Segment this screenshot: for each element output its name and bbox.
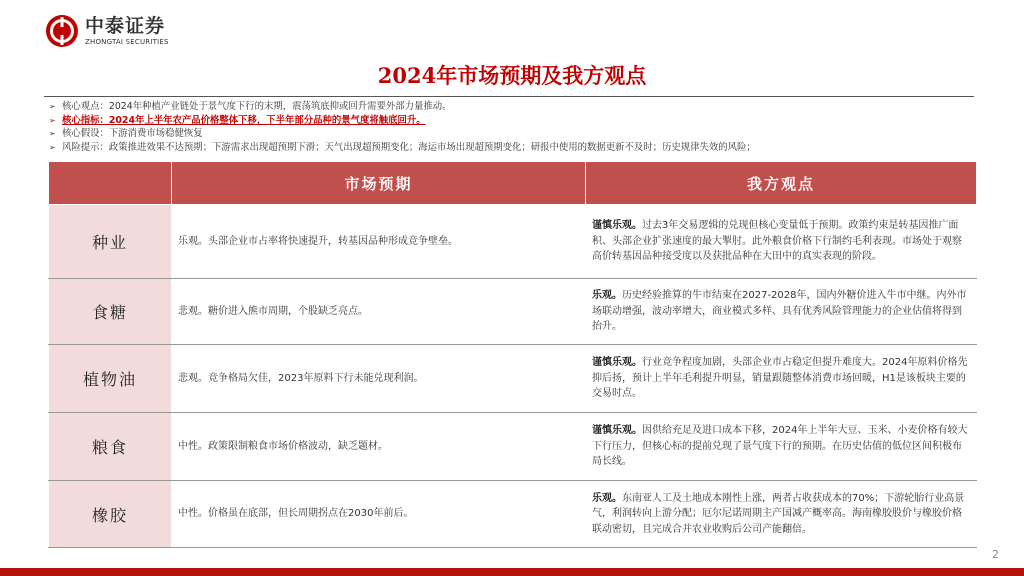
bullet-core-assumption: ➢ 核心假设：下游消费市场稳健恢复 — [49, 128, 203, 139]
company-logo — [45, 14, 169, 48]
header-market-expectation: 市场预期 — [172, 162, 586, 205]
market-expectation-cell: 乐观。头部企业市占率将快速提升，转基因品种形成竞争壁垒。 — [172, 205, 586, 279]
market-expectation-cell: 中性。政策限制粮食市场价格波动，缺乏题材。 — [172, 413, 586, 481]
market-expectation-cell: 悲观。竞争格局欠佳，2023年原料下行未能兑现利润。 — [172, 345, 586, 413]
table-row — [49, 205, 977, 279]
table-row — [49, 413, 977, 481]
arrow-bullet-icon: ➢ — [49, 102, 56, 111]
page-title: 2024年市场预期及我方观点 — [377, 63, 647, 88]
page-number: 2 — [992, 548, 999, 561]
market-expectation-cell: 悲观。糖价进入熊市周期，个股缺乏亮点。 — [172, 279, 586, 345]
row-label-sugar: 食糖 — [49, 279, 172, 345]
brand-name-en: ZHONGTAI SECURITIES — [85, 37, 169, 46]
bullet-list — [49, 100, 979, 154]
row-label-grain: 粮食 — [49, 413, 172, 481]
row-label-vegetable-oil: 植物油 — [49, 345, 172, 413]
our-view-cell: 乐观。历史经验推算的牛市结束在2027-2028年，国内外糖价进入牛市中继。内外市场联动增强，波动率增大，商业模式多样、具有优秀风险管理能力的企业估值将得到抬升。 — [586, 279, 977, 345]
bullet-risk-warning: ➢ 风险提示：政策推进效果不达预期；下游需求出现超预期下滑；天气出现超预期变化；海运市场出现超预期变化；研报中使用的数据更新不及时；历史规律失效的风险； — [49, 141, 756, 153]
expectation-table — [48, 161, 977, 548]
row-label-rubber: 橡胶 — [49, 481, 172, 548]
table-row — [49, 481, 977, 548]
arrow-bullet-icon: ➢ — [49, 129, 56, 138]
market-expectation-cell: 中性。价格虽在底部，但长周期拐点在2030年前后。 — [172, 481, 586, 548]
row-label-seed: 种业 — [49, 205, 172, 279]
footer-bar — [0, 568, 1024, 576]
brand-name-cn: 中泰证券 — [85, 14, 166, 37]
arrow-bullet-icon: ➢ — [49, 115, 56, 125]
table-row — [49, 279, 977, 345]
arrow-bullet-icon: ➢ — [49, 142, 56, 152]
zhongtai-logo-icon — [45, 14, 79, 48]
bullet-core-view: ➢ 核心观点：2024年种植产业链处于景气度下行的末期，震荡筑底抑或回升需要外部力量推动。 — [49, 101, 452, 112]
our-view-cell: 谨慎乐观。行业竞争程度加剧，头部企业市占稳定但提升难度大。2024年原料价格先抑后扬，预计上半年毛利提升明显，销量跟随整体消费市场回暖，H1是该板块主要的交易时点。 — [586, 345, 977, 413]
header-our-view: 我方观点 — [586, 162, 977, 205]
bullet-core-indicator: ➢ 核心指标：2024年上半年农产品价格整体下移，下半年部分品种的景气度将触底回升。 — [49, 114, 426, 126]
table-row — [49, 345, 977, 413]
our-view-cell: 乐观。东南亚人工及土地成本刚性上涨，两者占收获成本的70%；下游轮胎行业高景气，利润转向上游分配；厄尔尼诺周期主产国减产概率高。海南橡胶股价与橡胶价格联动密切，且完成合并农业收购后公司产能翻倍。 — [586, 481, 977, 548]
title-divider — [44, 96, 974, 97]
our-view-cell: 谨慎乐观。因供给充足及进口成本下移，2024年上半年大豆、玉米、小麦价格有较大下行压力，但核心标的提前兑现了景气度下行的预期。在历史估值的低位区间积极布局长线。 — [586, 413, 977, 481]
our-view-cell: 谨慎乐观。过去3年交易逻辑的兑现但核心变量低于预期。政策约束是转基因推广面积、头部企业扩张速度的最大掣肘。此外粮食价格下行制约毛利表现。市场处于观察高价转基因品种接受度以及获批品种在大田中的真实表现的阶段。 — [586, 205, 977, 279]
header-blank — [49, 162, 172, 205]
